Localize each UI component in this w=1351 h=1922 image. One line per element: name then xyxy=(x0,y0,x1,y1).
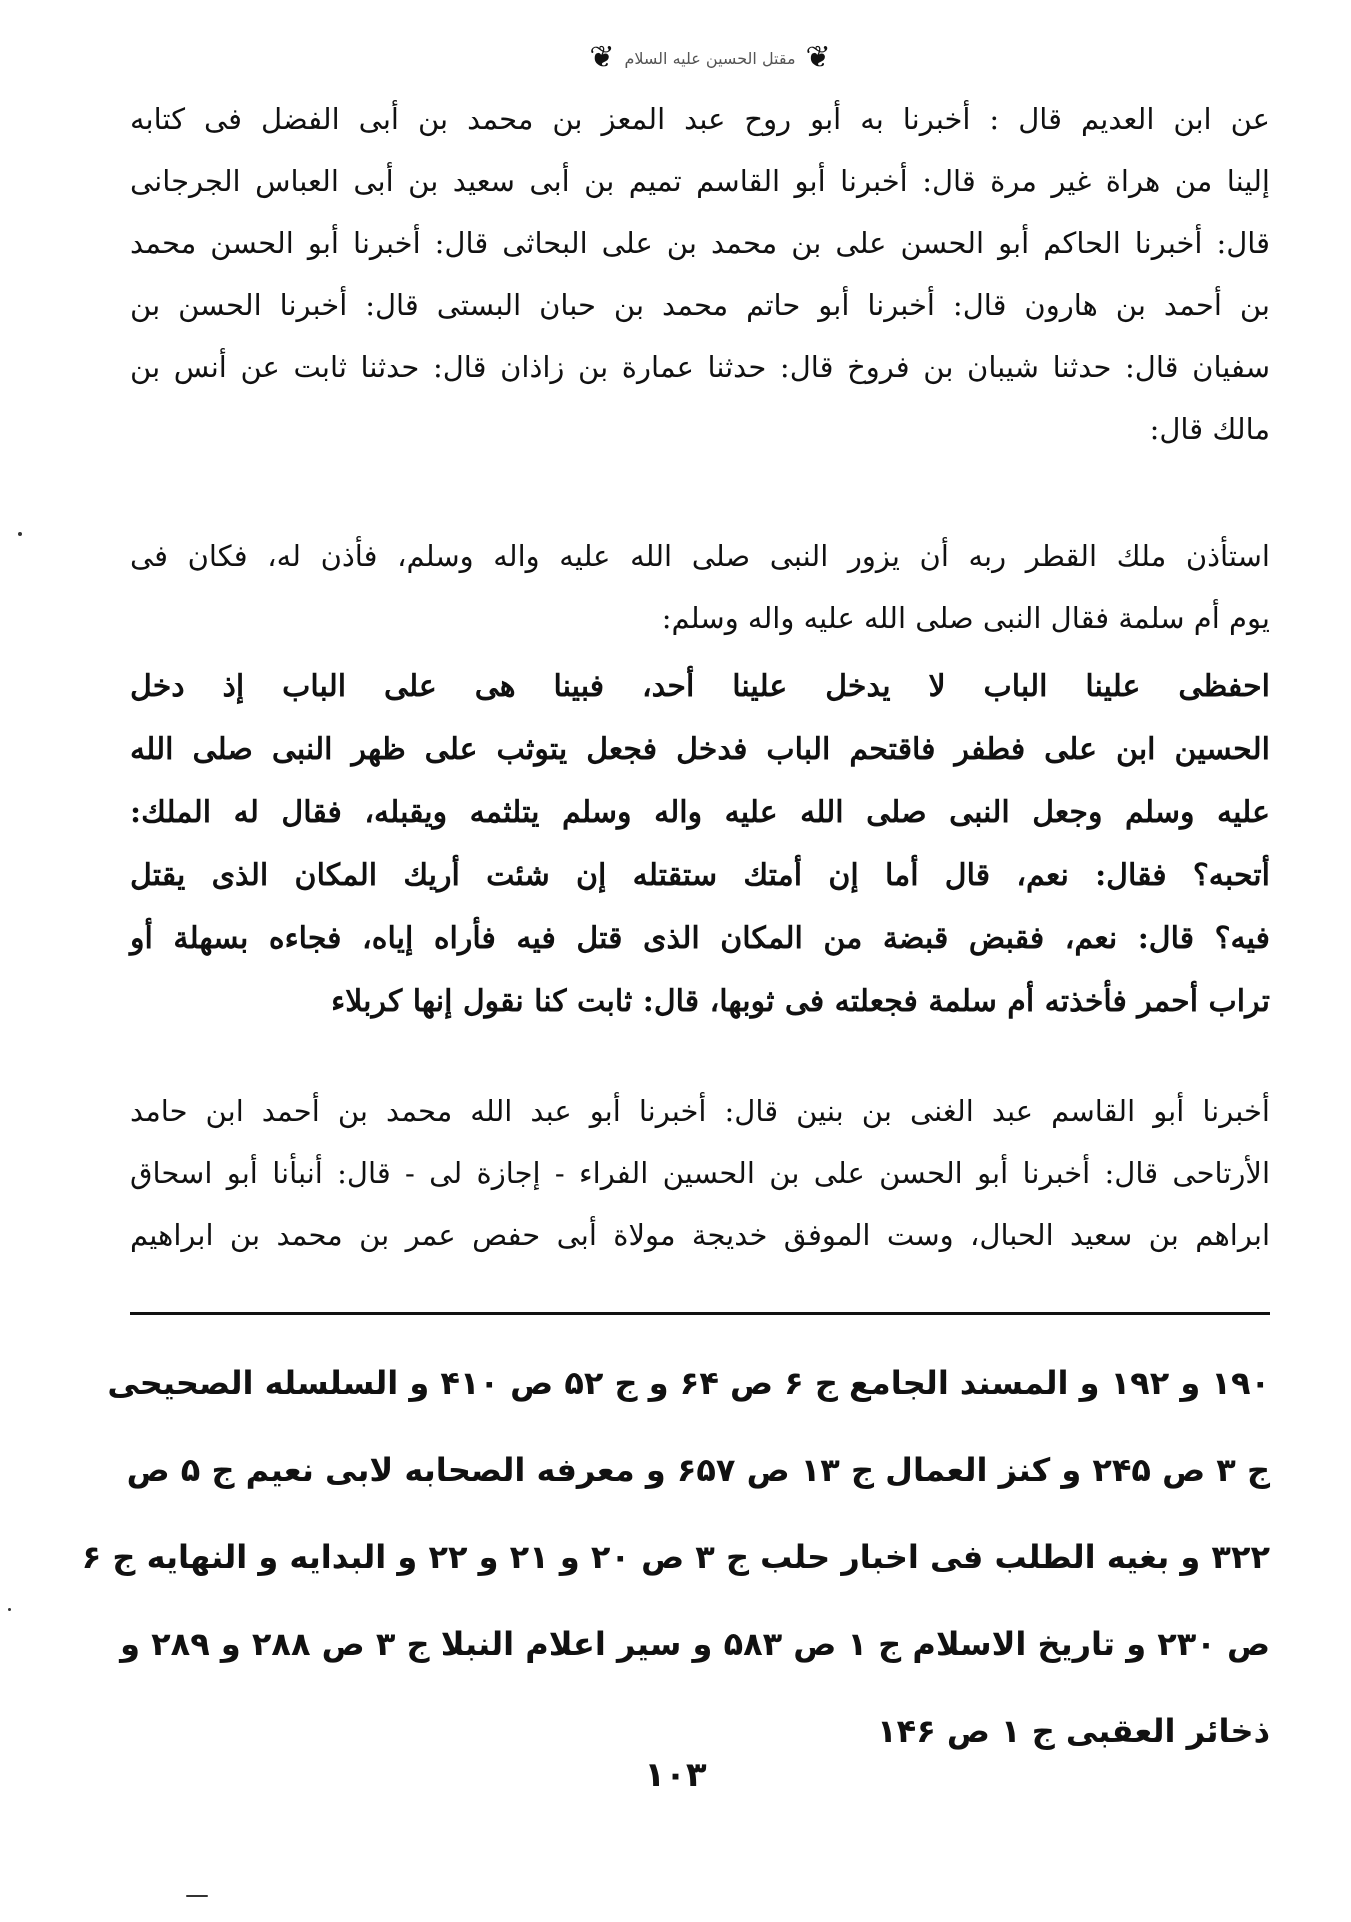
text-line: عن ابن العديم قال : أخبرنا به أبو روح عبد المعز بن محمد بن أبى الفضل فى كتابه xyxy=(130,102,1270,136)
running-header xyxy=(490,38,930,78)
text-line: عليه وسلم وجعل النبى صلى الله عليه واله وسلم يتلثمه ويقبله، فقال له الملك: xyxy=(130,795,1270,830)
scan-speck xyxy=(8,1608,11,1611)
narration-chain xyxy=(130,88,1270,460)
second-narration-chain xyxy=(130,1080,1270,1266)
text-line: بن أحمد بن هارون قال: أخبرنا أبو حاتم محمد بن حبان البستى قال: أخبرنا الحسن بن xyxy=(130,288,1270,322)
text-line: مالك قال: xyxy=(1149,412,1270,446)
text-line: الحسين ابن على فطفر فاقتحم الباب فدخل فجعل يتوثب على ظهر النبى صلى الله xyxy=(130,732,1270,767)
text-line: الأرتاحى قال: أخبرنا أبو الحسن على بن الحسين الفراء - إجازة لى - قال: أنبأنا أبو اسحاق xyxy=(130,1156,1270,1190)
footnote-line: ذخائر العقبى ج ١ ص ١۴۶ xyxy=(877,1712,1270,1750)
text-line: استأذن ملك القطر ربه أن يزور النبى صلى الله عليه واله وسلم، فأذن له، فكان فى xyxy=(130,539,1270,573)
footnote-line: ١٩٠ و ١٩٢ و المسند الجامع ج ۶ ص ۶۴ و ج ۵۲ ص ۴۱۰ و السلسله الصحيحى xyxy=(107,1364,1270,1402)
hadith-text xyxy=(130,655,1270,1033)
page-number: ١٠٣ xyxy=(644,1755,707,1795)
footnote-line: ص ٢٣٠ و تاريخ الاسلام ج ١ ص ۵٨٣ و سير اعلام النبلا ج ٣ ص ٢٨٨ و ٢٨٩ و xyxy=(120,1625,1270,1663)
ornament-left-icon: ❦ xyxy=(589,40,615,75)
text-line: قال: أخبرنا الحاكم أبو الحسن على بن محمد بن على البحاثى قال: أخبرنا أبو الحسن محمد xyxy=(130,226,1270,260)
footnote-divider xyxy=(130,1312,1270,1315)
text-line: إلينا من هراة غير مرة قال: أخبرنا أبو القاسم تميم بن أبى سعيد بن أبى العباس الجرجانى xyxy=(130,164,1270,198)
text-line: فيه؟ قال: نعم، فقبض قبضة من المكان الذى قتل فيه فأراه إياه، فجاءه بسهلة أو xyxy=(130,921,1270,956)
ornament-right-icon: ❦ xyxy=(805,40,831,75)
footnote-line: ج ٣ ص ٢۴۵ و كنز العمال ج ١٣ ص ۶۵۷ و معرفه الصحابه لابى نعيم ج ۵ ص xyxy=(126,1451,1270,1489)
text-line: أتحبه؟ فقال: نعم، قال أما إن أمتك ستقتله إن شئت أريك المكان الذى يقتل xyxy=(130,858,1270,893)
text-line: يوم أم سلمة فقال النبى صلى الله عليه واله وسلم: xyxy=(661,601,1270,635)
text-line: ابراهم بن سعيد الحبال، وست الموفق خديجة مولاة أبى حفص عمر بن محمد بن ابراهيم xyxy=(130,1218,1270,1252)
text-line: تراب أحمر فأخذته أم سلمة فجعلته فى ثوبها، قال: ثابت كنا نقول إنها كربلاء xyxy=(331,984,1270,1019)
footnote-line: ٣٢٢ و بغيه الطلب فى اخبار حلب ج ٣ ص ٢٠ و ٢١ و ٢٢ و البدايه و النهايه ج ۶ xyxy=(81,1538,1270,1576)
text-line: سفيان قال: حدثنا شيبان بن فروخ قال: حدثنا عمارة بن زاذان قال: حدثنا ثابت عن أنس بن xyxy=(130,350,1270,384)
scan-speck xyxy=(186,1895,208,1897)
header-title: مقتل الحسين عليه السلام xyxy=(624,48,796,68)
scan-speck xyxy=(18,532,22,536)
text-line: احفظى علينا الباب لا يدخل علينا أحد، فبينا هى على الباب إذ دخل xyxy=(130,669,1270,704)
footnote-references xyxy=(81,1340,1270,1775)
text-line: أخبرنا أبو القاسم عبد الغنى بن بنين قال: أخبرنا أبو عبد الله محمد بن أحمد ابن حامد xyxy=(130,1094,1270,1128)
hadith-intro xyxy=(130,525,1270,649)
